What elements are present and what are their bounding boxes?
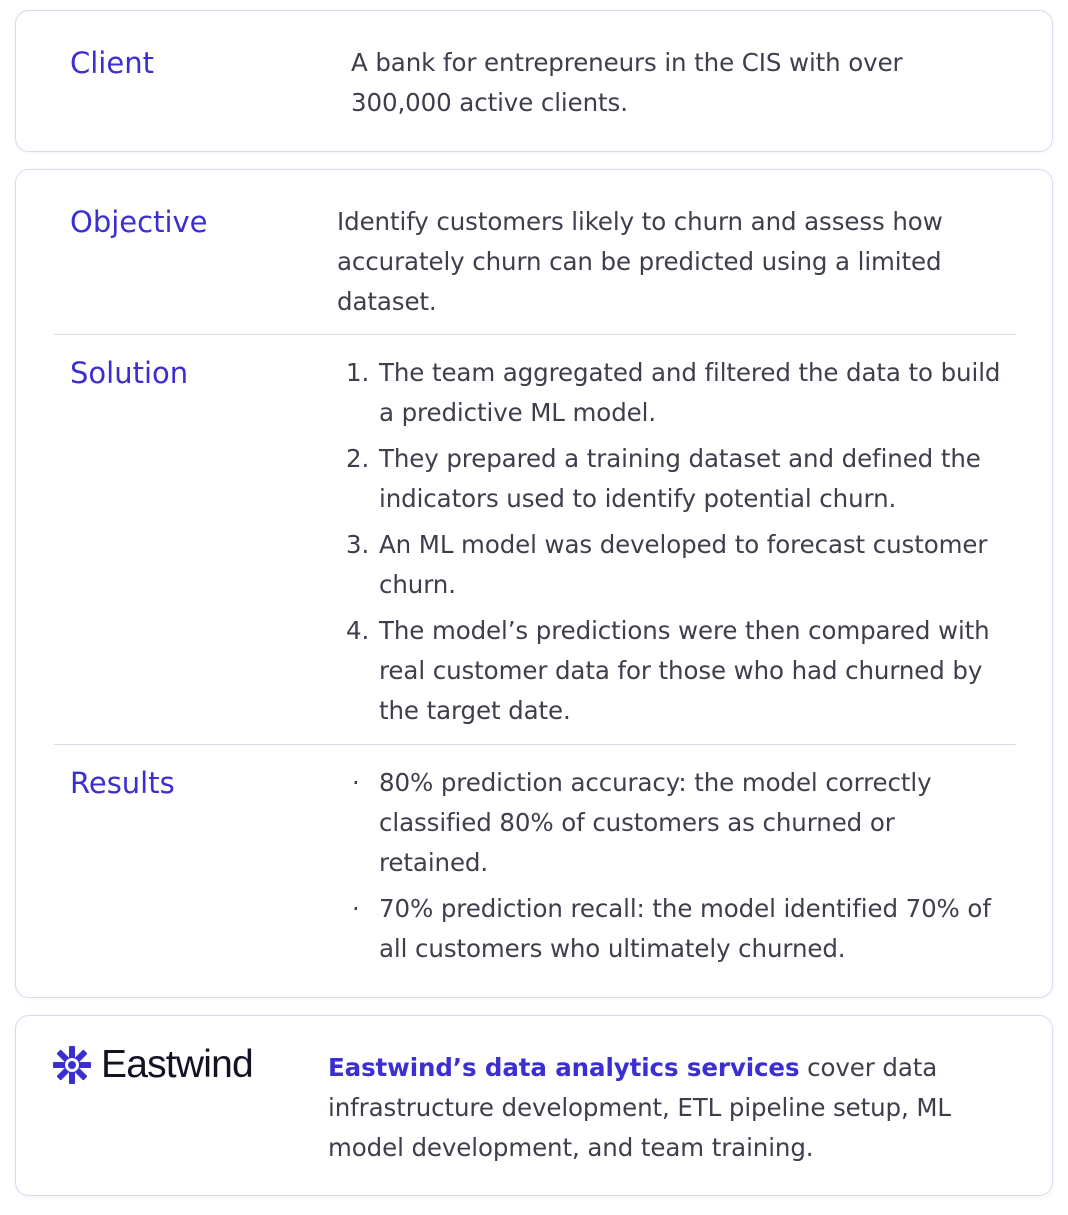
eastwind-snowflake-icon — [52, 1045, 92, 1085]
step-number: 3. — [346, 530, 370, 559]
client-card — [15, 10, 1053, 152]
step-number: 4. — [346, 616, 370, 645]
step-text: An ML model was developed to forecast customer churn. — [379, 530, 988, 599]
solution-step — [346, 525, 1006, 605]
results-list — [346, 763, 1006, 975]
step-text: The model’s predictions were then compared with real customer data for those who had churned by the target date. — [379, 616, 990, 725]
result-item — [346, 763, 1006, 883]
client-label: Client — [70, 46, 154, 80]
step-text: The team aggregated and filtered the data to build a predictive ML model. — [379, 358, 1001, 427]
step-number: 2. — [346, 444, 370, 473]
objective-label: Objective — [70, 205, 208, 239]
step-number: 1. — [346, 358, 370, 387]
bullet-dot-icon: · — [352, 895, 360, 923]
result-text: 70% prediction recall: the model identified 70% of all customers who ultimately churned. — [379, 894, 991, 963]
solution-step — [346, 353, 1006, 433]
eastwind-logo[interactable] — [52, 1042, 253, 1088]
results-label: Results — [70, 766, 175, 800]
step-text: They prepared a training dataset and defined the indicators used to identify potential churn. — [379, 444, 981, 513]
promo-text — [328, 1048, 1018, 1168]
solution-step — [346, 439, 1006, 519]
promo-rest-text: cover data infrastructure development, ETL pipeline setup, ML model development, and team training. — [328, 1053, 951, 1162]
section-divider — [54, 744, 1016, 745]
result-text: 80% prediction accuracy: the model correctly classified 80% of customers as churned or retained. — [379, 768, 932, 877]
client-description: A bank for entrepreneurs in the CIS with over 300,000 active clients. — [351, 48, 903, 117]
solution-steps-list — [346, 353, 1006, 737]
solution-step — [346, 611, 1006, 731]
bullet-dot-icon: · — [352, 769, 360, 797]
objective-description: Identify customers likely to churn and assess how accurately churn can be predicted using a limited dataset. — [337, 207, 943, 316]
section-divider — [54, 334, 1016, 335]
eastwind-promo-card — [15, 1015, 1053, 1196]
result-item — [346, 889, 1006, 969]
solution-label: Solution — [70, 356, 189, 390]
eastwind-wordmark: Eastwind — [101, 1043, 253, 1086]
data-analytics-services-link[interactable]: Eastwind’s data analytics services — [328, 1053, 800, 1082]
case-details-card — [15, 169, 1053, 998]
